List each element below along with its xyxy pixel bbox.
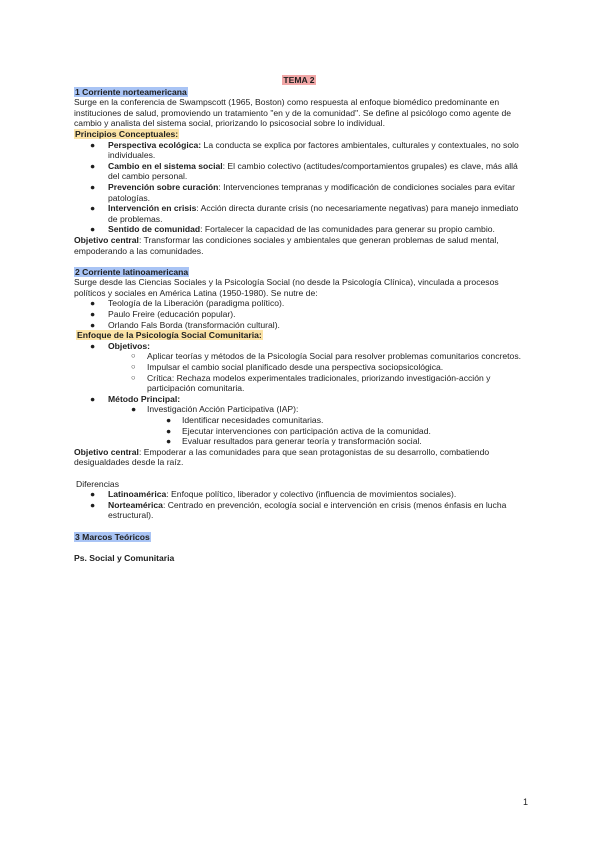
list-item: ● Objetivos: xyxy=(90,340,151,351)
list-item: ● Perspectiva ecológica: La conducta se explica por factores ambientales, culturales y contextuales, no solo individuales. xyxy=(90,139,519,161)
list-item: ○ Impulsar el cambio social planificado desde una perspectiva sociopsicológica. xyxy=(131,362,444,373)
section-2-objective: Objetivo central: Empoderar a las comunidades para que sean protagonistas de su desarrollo, combatiendo desigualdades desde la raíz. xyxy=(74,446,490,468)
circle-bullet-icon: ○ xyxy=(131,372,136,382)
focus-list xyxy=(74,341,524,447)
bullet-icon: ● xyxy=(90,340,96,351)
list-item: ● Norteamérica: Centrado en prevención, ecología social e intervención en crisis (menos énfasis en lucha estructural). xyxy=(90,499,507,521)
list-item: ● Cambio en el sistema social: El cambio colectivo (actitudes/comportamientos grupales) es clave, más allá del cambio personal. xyxy=(90,160,518,182)
bullet-icon: ● xyxy=(90,489,96,500)
bullet-icon: ● xyxy=(90,224,96,235)
list-item: ● Investigación Acción Participativa (IAP): xyxy=(131,404,299,415)
page-title: TEMA 2 xyxy=(283,75,315,85)
bullet-icon: ● xyxy=(166,436,172,447)
bullet-icon: ● xyxy=(90,309,96,320)
bullet-icon: ● xyxy=(166,415,172,425)
section-1-intro: Surge en la conferencia de Swampscott (1965, Boston) como respuesta al enfoque biomédico predominante en instituciones de salud, promoviendo un tratamiento "en y de la comunidad". Se define al psicólogo como agente de cambio y analista del sistema social, priorizando lo psicosocial sobre lo individual. xyxy=(74,97,512,129)
bullet-icon: ● xyxy=(131,404,137,415)
principles-heading: Principios Conceptuales: xyxy=(75,128,179,139)
document-page xyxy=(74,75,524,563)
list-item: ○ Crítica: Rechaza modelos experimentales tradicionales, priorizando investigación-acción y participación comunitaria. xyxy=(131,372,491,394)
list-item: ● Latinoamérica: Enfoque político, liberador y colectivo (influencia de movimientos sociales). xyxy=(90,489,457,500)
circle-bullet-icon: ○ xyxy=(131,351,136,361)
list-item: ● Paulo Freire (educación popular). xyxy=(90,309,236,320)
focus-heading: Enfoque de la Psicología Social Comunitaria: xyxy=(77,330,262,341)
bullet-icon: ● xyxy=(90,319,96,330)
bullet-icon: ● xyxy=(90,393,96,404)
section-3-subheading: Ps. Social y Comunitaria xyxy=(74,552,175,563)
list-item: ● Ejecutar intervenciones con participación activa de la comunidad. xyxy=(166,425,431,436)
bullet-icon: ● xyxy=(90,499,96,510)
list-item: ● Sentido de comunidad: Fortalecer la capacidad de las comunidades para generar su propio cambio. xyxy=(90,224,495,235)
list-item: ● Intervención en crisis: Acción directa durante crisis (no necesariamente negativas) para manejo inmediato de problemas. xyxy=(90,203,519,224)
bullet-icon: ● xyxy=(90,139,96,150)
differences-list xyxy=(74,489,524,521)
page-number: 1 xyxy=(522,797,528,807)
list-item: ○ Aplicar teorías y métodos de la Psicología Social para resolver problemas comunitarios concretos. xyxy=(131,351,522,362)
section-3-heading: 3 Marcos Teóricos xyxy=(75,531,150,542)
bullet-icon: ● xyxy=(166,425,172,436)
list-item: ● Teología de la Liberación (paradigma político). xyxy=(90,298,285,309)
sources-list xyxy=(74,298,524,330)
bullet-icon: ● xyxy=(90,298,96,309)
list-item: ● Evaluar resultados para generar teoría y transformación social. xyxy=(166,436,422,447)
list-item: ● Prevención sobre curación: Intervenciones tempranas y modificación de condiciones sociales para evitar patologías. xyxy=(90,181,515,203)
bullet-icon: ● xyxy=(90,203,96,214)
circle-bullet-icon: ○ xyxy=(131,362,136,372)
list-item: ● Método Principal: xyxy=(90,393,181,404)
section-2-heading: 2 Corriente latinoamericana xyxy=(75,266,189,277)
bullet-icon: ● xyxy=(90,181,96,192)
list-item: ● Orlando Fals Borda (transformación cultural). xyxy=(90,319,280,330)
section-1-heading: 1 Corriente norteamericana xyxy=(75,86,187,97)
bullet-icon: ● xyxy=(90,160,96,171)
differences-heading: Diferencias xyxy=(76,478,119,489)
list-item: ● Identificar necesidades comunitarias. xyxy=(166,415,324,425)
principles-list xyxy=(74,140,524,235)
section-1-objective: Objetivo central: Transformar las condiciones sociales y ambientales que generan problemas de salud mental, empoderando a las comunidades. xyxy=(74,234,499,256)
section-2-intro: Surge desde las Ciencias Sociales y la Psicología Social (no desde la Psicología Clínica), vinculada a procesos políticos y sociales en América Latina (1950-1980). Se nutre de: xyxy=(74,277,499,298)
